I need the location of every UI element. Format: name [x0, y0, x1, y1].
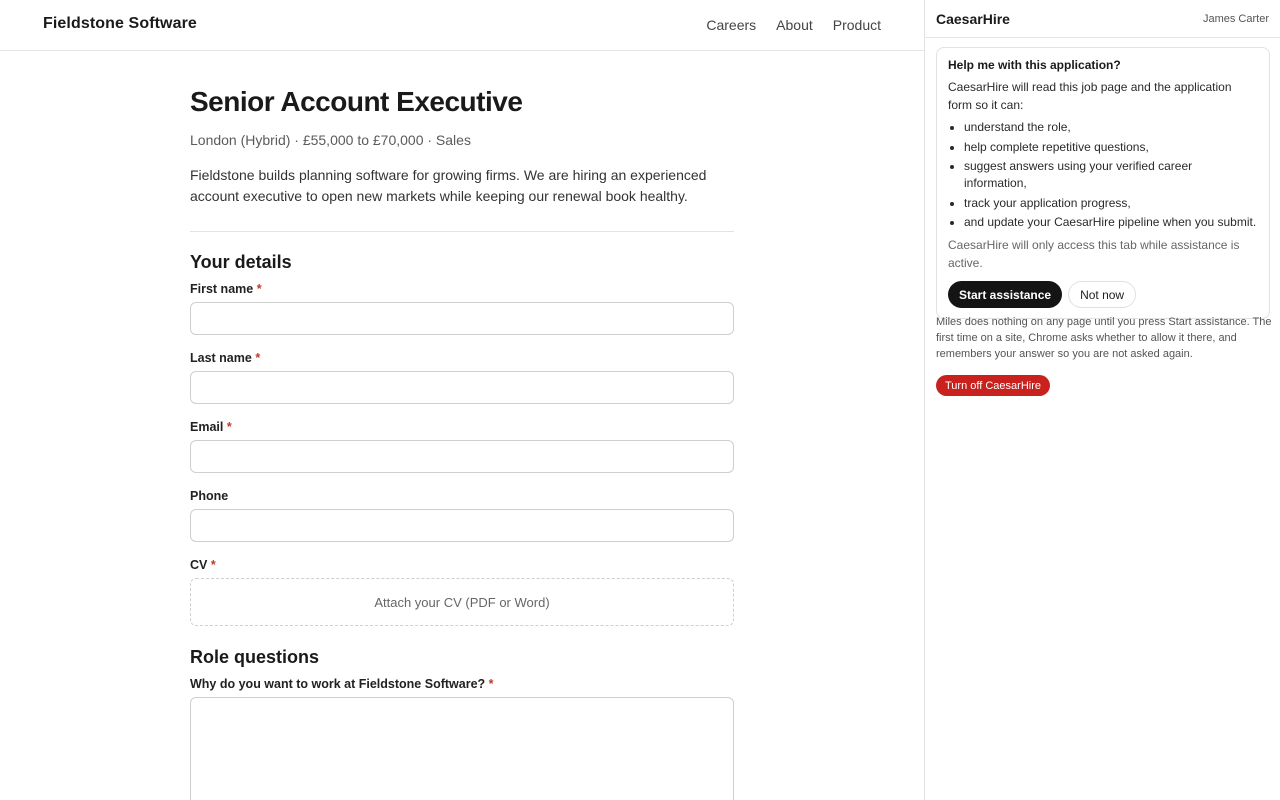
last-name-field-group — [190, 350, 734, 404]
capability-list — [948, 119, 1258, 231]
required-marker: * — [210, 558, 216, 572]
job-title: Senior Account Executive — [190, 86, 523, 117]
cv-upload-dropzone[interactable]: Attach your CV (PDF or Word) — [190, 578, 734, 626]
panel-info-text: Miles does nothing on any page until you press Start assistance. The first time on a site, Chrome asks whether to allow it there, and remembers your answer so you are not asked again. — [936, 316, 1272, 360]
job-description: Fieldstone builds planning software for growing firms. We are hiring an experienced account executive to open new markets while keeping our renewal book healthy. — [190, 167, 707, 204]
panel-brand: CaesarHire — [936, 11, 1010, 27]
required-marker: * — [226, 420, 232, 434]
caesarhire-side-panel — [924, 0, 1280, 800]
nav-link-about[interactable]: About — [776, 17, 813, 33]
panel-user-name: James Carter — [1202, 13, 1269, 25]
list-item: • track your application progress, — [964, 195, 1258, 212]
assistance-card — [936, 47, 1270, 319]
job-meta: London (Hybrid) · £55,000 to £70,000 · Sales — [190, 132, 471, 148]
first-name-label: First name * — [190, 282, 262, 296]
phone-label: Phone — [190, 489, 229, 503]
first-name-field-group — [190, 281, 734, 335]
first-name-input[interactable] — [190, 302, 734, 335]
card-note: CaesarHire will only access this tab while assistance is active. — [948, 238, 1240, 271]
why-field-group — [190, 676, 734, 800]
email-field-group — [190, 419, 734, 473]
nav-link-careers[interactable]: Careers — [706, 17, 757, 33]
phone-field-group — [190, 488, 734, 542]
list-item: • help complete repetitive questions, — [964, 139, 1258, 156]
why-textarea[interactable] — [190, 697, 734, 800]
last-name-label: Last name * — [190, 351, 261, 365]
start-assistance-button[interactable]: Start assistance — [948, 281, 1062, 308]
turn-off-button[interactable]: Turn off CaesarHire — [936, 375, 1050, 396]
divider — [190, 231, 734, 232]
cv-field-group — [190, 557, 734, 626]
nav-link-product[interactable]: Product — [832, 17, 881, 33]
required-marker: * — [256, 282, 262, 296]
card-title: Help me with this application? — [948, 58, 1121, 72]
site-header — [0, 0, 924, 51]
last-name-input[interactable] — [190, 371, 734, 404]
section-title-details: Your details — [190, 252, 292, 272]
panel-header — [925, 0, 1280, 38]
site-nav — [706, 17, 881, 33]
not-now-button[interactable]: Not now — [1068, 281, 1136, 308]
required-marker: * — [488, 677, 494, 691]
cv-label: CV * — [190, 558, 216, 572]
email-label: Email * — [190, 420, 232, 434]
list-item: • and update your CaesarHire pipeline when you submit. — [964, 214, 1258, 231]
section-title-role-questions: Role questions — [190, 647, 320, 667]
card-intro: CaesarHire will read this job page and the application form so it can: — [948, 80, 1232, 112]
email-input[interactable] — [190, 440, 734, 473]
phone-input[interactable] — [190, 509, 734, 542]
list-item: • suggest answers using your verified career information, — [964, 158, 1258, 192]
required-marker: * — [255, 351, 261, 365]
list-item: • understand the role, — [964, 119, 1258, 136]
why-label: Why do you want to work at Fieldstone Software? * — [190, 677, 494, 691]
application-form — [190, 251, 734, 800]
site-brand[interactable]: Fieldstone Software — [43, 15, 197, 32]
card-actions — [948, 281, 1258, 308]
job-content — [190, 84, 734, 800]
